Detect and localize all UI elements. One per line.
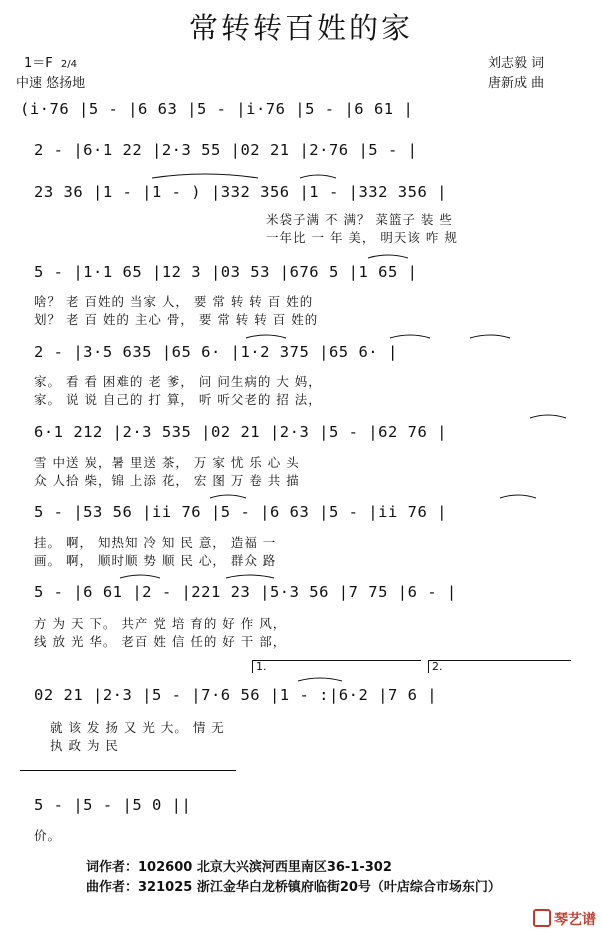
meter-label: 2/4 (60, 59, 77, 70)
notation-row: 2 - |6·1 22 |2·3 55 |02 21 |2·76 |5 - | (34, 141, 418, 159)
notation-row: 5 - |53 56 |ii 76 |5 - |6 63 |5 - |ii 76 | (34, 503, 447, 521)
watermark-logo: 琴艺谱 (533, 909, 596, 929)
lyric-line: 划？ 老 百 姓的 主心 骨， 要 常 转 转 百 姓的 (34, 312, 319, 327)
lyric-line: 雪 中送 炭，暑 里送 茶， 万 家 忧 乐 心 头 (34, 455, 300, 470)
notation-row: (i·76 |5 - |6 63 |5 - |i·76 |5 - |6 61 | (20, 100, 414, 118)
lyric-line: 价。 (34, 828, 62, 843)
lyric-line: 画。 啊， 顺时顺 势 顺 民 心， 群众 路 (34, 553, 277, 568)
footer-composer: 曲作者：321025 浙江金华白龙桥镇府临街20号（叶店综合市场东门） (86, 880, 501, 895)
notation-row: 2 - |3·5 635 |65 6· |1·2 375 |65 6· | (34, 343, 398, 361)
notation-row: 5 - |6 61 |2 - |221 23 |5·3 56 |7 75 |6 - | (34, 583, 457, 601)
key-label: 1＝F (24, 56, 53, 71)
lyric-line: 家。 看 看 困难的 老 爹， 问 问生病的 大 妈， (34, 374, 322, 389)
lyric-line: 线 放 光 华。 老百 姓 信 任的 好 干 部， (34, 634, 287, 649)
lyric-line: 啥？ 老 百姓的 当家 人， 要 常 转 转 百 姓的 (34, 294, 314, 309)
lyric-line: 众 人拾 柴，锦 上添 花， 宏 图 万 卷 共 描 (34, 473, 300, 488)
lyric-line: 就 该 发 扬 又 光 大。 情 无 (50, 720, 225, 735)
notation-row: 02 21 |2·3 |5 - |7·6 56 |1 - :|6·2 |7 6 | (34, 686, 438, 704)
lyric-line: 执 政 为 民 (50, 738, 119, 753)
lyric-line: 米袋子满 不 满？ 菜篮子 装 些 (266, 212, 453, 227)
score-title: 常转转百姓的家 (188, 11, 413, 45)
volta-bracket-first: 1. (252, 660, 421, 673)
notation-row: 5 - |5 - |5 0 || (34, 796, 192, 814)
tempo-marking: 中速 悠扬地 (16, 76, 86, 91)
notation-row: 5 - |1·1 65 |12 3 |03 53 |676 5 |1 65 | (34, 263, 418, 281)
logo-icon (533, 909, 551, 927)
notation-row: 6·1 212 |2·3 535 |02 21 |2·3 |5 - |62 76 | (34, 423, 447, 441)
footer-lyricist: 词作者：102600 北京大兴滨河西里南区36-1-302 (86, 860, 392, 875)
lyric-line: 挂。 啊， 知热知 冷 知 民 意， 造福 一 (34, 535, 277, 550)
volta-bracket-second: 2. (428, 660, 571, 673)
lyricist-credit: 刘志毅 词 (488, 56, 545, 71)
composer-credit: 唐新成 曲 (488, 76, 545, 91)
lyric-line: 一年比 一 年 美， 明天该 咋 规 (266, 230, 458, 245)
lyric-line: 家。 说 说 自己的 打 算， 听 听父老的 招 法， (34, 392, 322, 407)
notation-row: 23 36 |1 - |1 - ) |332 356 |1 - |332 356 | (34, 183, 447, 201)
lyric-line: 方 为 天 下。 共产 党 培 育的 好 作 风， (34, 616, 287, 631)
